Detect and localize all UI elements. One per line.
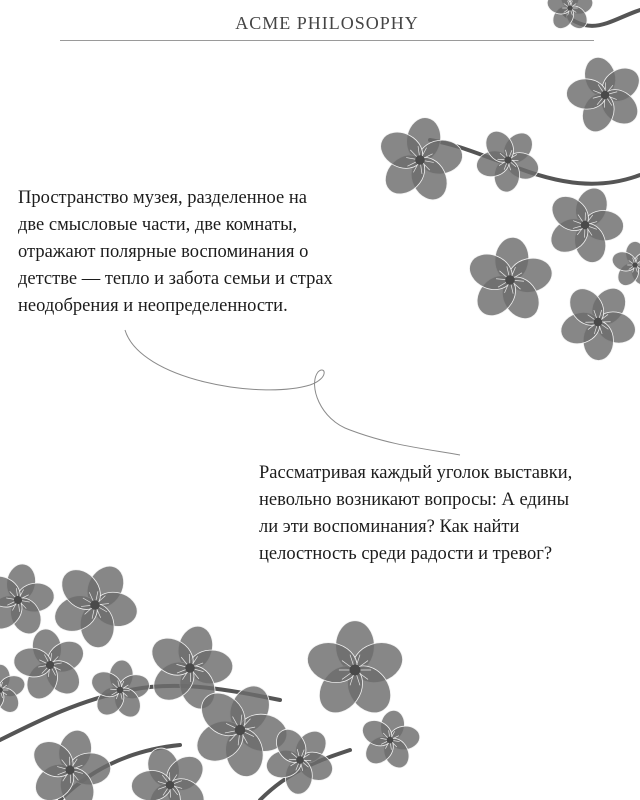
paragraph-museum-space: [18, 185, 368, 320]
paragraph-line: неодобрения и неопределенности.: [18, 296, 288, 316]
blossom-flower: [17, 719, 123, 800]
paragraph-line: отражают полярные воспоминания о: [18, 242, 309, 262]
blossom-center: [632, 262, 637, 267]
blossom-flower: [545, 0, 595, 32]
blossom-flower: [85, 657, 154, 723]
blossom-flower: [610, 241, 640, 289]
paragraph-exhibition-questions: [255, 460, 600, 568]
blossom-flower: [460, 233, 559, 328]
paragraph-line: целостность среди радости и тревог?: [259, 544, 553, 564]
paragraph-line: ли эти воспоминания? Как найти: [259, 517, 520, 537]
blossom-center: [349, 664, 360, 675]
blossom-flower: [460, 113, 555, 207]
blossom-center: [567, 5, 572, 10]
swirl-connector-line: [125, 330, 460, 455]
header-title: ACME PHILOSOPHY: [235, 13, 419, 33]
blossom-flower: [0, 557, 63, 644]
blossom-flower: [353, 705, 427, 776]
blossom-flower: [5, 622, 95, 709]
blossom-flower: [555, 47, 640, 144]
blossom-flower: [302, 621, 408, 721]
paragraph-line: Рассматривая каждый уголок выставки,: [259, 463, 573, 483]
blossom-flower: [367, 110, 473, 212]
paragraph-line: две смысловые части, две комнаты,: [18, 215, 298, 235]
paragraph-line: детстве — тепло и забота семьи и страх: [18, 269, 333, 289]
paragraph-line: Пространство музея, разделенное на: [18, 188, 307, 208]
paragraph-line: невольно возникают вопросы: А едины: [259, 490, 570, 510]
